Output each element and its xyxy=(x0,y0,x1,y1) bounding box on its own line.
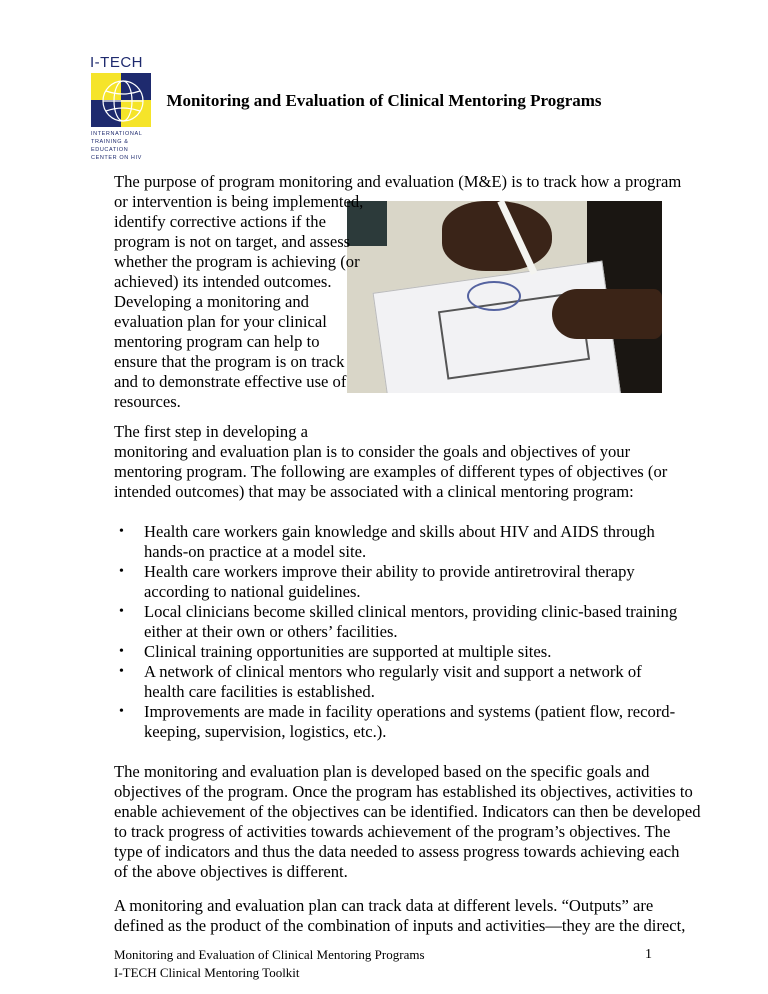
text-line: The purpose of program monitoring and evaluation (M&E) is to track how a program xyxy=(114,172,682,191)
text-line: of the above objectives is different. xyxy=(114,862,348,881)
text-line: evaluation plan for your clinical xyxy=(114,312,327,331)
list-item-cont: keeping, supervision, logistics, etc.). xyxy=(144,722,387,741)
text-line: monitoring and evaluation plan is to consider the goals and objectives of your xyxy=(114,442,631,461)
list-item: Improvements are made in facility operations and systems (patient flow, record- xyxy=(144,702,676,721)
page-number: 1 xyxy=(645,947,652,962)
text-line: and to demonstrate effective use of xyxy=(114,372,347,391)
text-line: mentoring program. The following are examples of different types of objectives (or xyxy=(114,462,668,481)
footer-title: Monitoring and Evaluation of Clinical Mentoring Programs xyxy=(114,947,425,962)
logo-tagline xyxy=(91,130,142,162)
photo-writing-form xyxy=(347,201,662,393)
list-item: Local clinicians become skilled clinical mentors, providing clinic-based training xyxy=(144,602,678,621)
text-line: The first step in developing a xyxy=(114,422,309,441)
tagline-line: EDUCATION xyxy=(91,147,129,153)
text-line: to track progress of activities towards achievement of the program’s objectives. The xyxy=(114,822,671,841)
bullet-icon: • xyxy=(119,604,124,619)
list-item-cont: health care facilities is established. xyxy=(144,682,375,701)
tagline-line: CENTER ON HIV xyxy=(91,155,142,161)
text-line: identify corrective actions if the xyxy=(114,212,326,231)
tagline-line: TRAINING & xyxy=(91,139,129,145)
text-line: enable achievement of the objectives can be identified. Indicators can then be developed xyxy=(114,802,701,821)
list-item: Health care workers improve their ability to provide antiretroviral therapy xyxy=(144,562,635,581)
text-line: achieved) its intended outcomes. xyxy=(114,272,332,291)
text-line: objectives of the program. Once the program has established its objectives, activities to xyxy=(114,782,693,801)
text-line: intended outcomes) that may be associated with a clinical mentoring program: xyxy=(114,482,634,501)
text-line: A monitoring and evaluation plan can track data at different levels. “Outputs” are xyxy=(114,896,654,915)
bullet-icon: • xyxy=(119,644,124,659)
text-line: or intervention is being implemented, xyxy=(114,192,364,211)
logo-wordmark: I-TECH xyxy=(90,54,143,71)
text-line: resources. xyxy=(114,392,181,411)
list-item: Clinical training opportunities are supported at multiple sites. xyxy=(144,642,552,661)
list-item-cont: either at their own or others’ facilities. xyxy=(144,622,398,641)
bullet-icon: • xyxy=(119,704,124,719)
list-item-cont: hands-on practice at a model site. xyxy=(144,542,367,561)
text-line: program is not on target, and assess xyxy=(114,232,351,251)
text-line: defined as the product of the combination of inputs and activities—they are the direct, xyxy=(114,916,686,935)
bullet-icon: • xyxy=(119,664,124,679)
tagline-line: INTERNATIONAL xyxy=(91,131,143,137)
list-item: A network of clinical mentors who regularly visit and support a network of xyxy=(144,662,642,681)
text-line: type of indicators and thus the data needed to assess progress towards achieving each xyxy=(114,842,680,861)
text-line: ensure that the program is on track xyxy=(114,352,345,371)
list-item: Health care workers gain knowledge and skills about HIV and AIDS through xyxy=(144,522,655,541)
list-item-cont: according to national guidelines. xyxy=(144,582,361,601)
bullet-icon: • xyxy=(119,524,124,539)
footer-toolkit: I-TECH Clinical Mentoring Toolkit xyxy=(114,965,300,980)
text-line: Developing a monitoring and xyxy=(114,292,309,311)
text-line: whether the program is achieving (or xyxy=(114,252,360,271)
text-line: The monitoring and evaluation plan is developed based on the specific goals and xyxy=(114,762,650,781)
page-title: Monitoring and Evaluation of Clinical Mentoring Programs xyxy=(166,91,602,110)
bullet-icon: • xyxy=(119,564,124,579)
text-line: mentoring program can help to xyxy=(114,332,320,351)
